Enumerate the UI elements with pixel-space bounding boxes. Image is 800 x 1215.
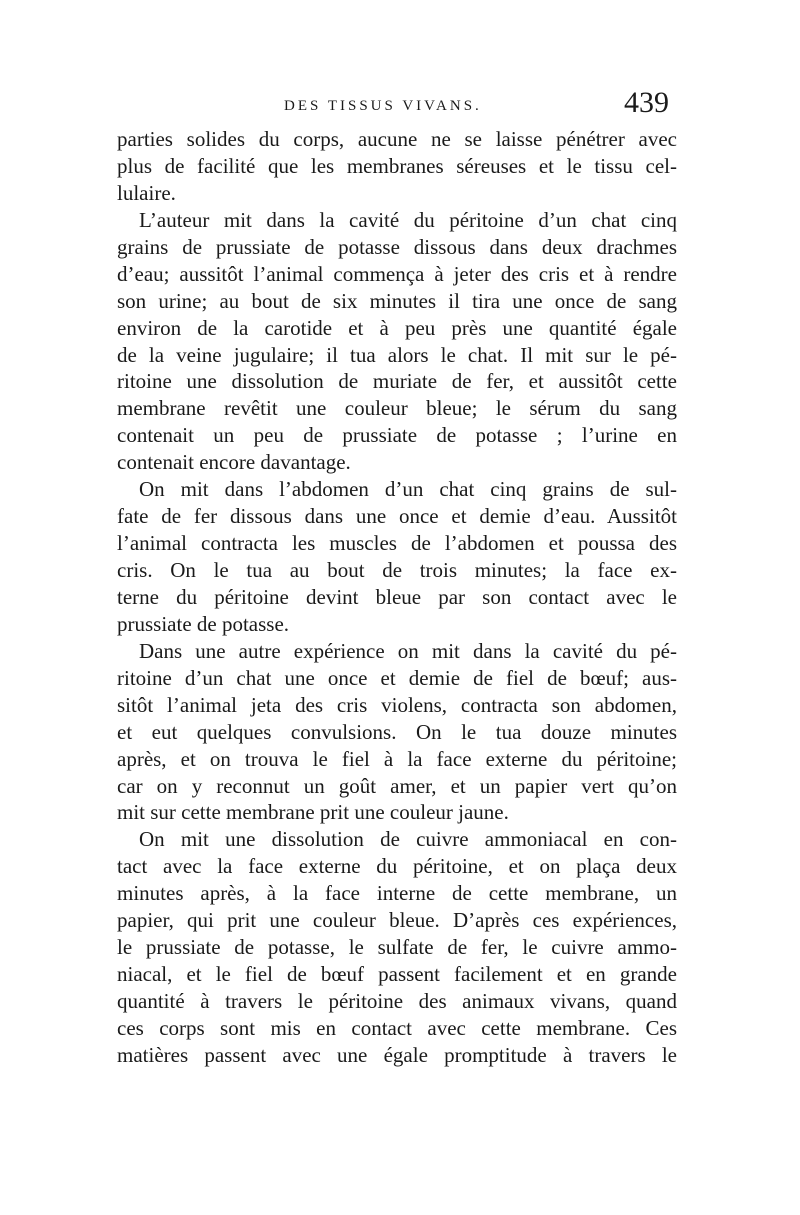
text-line: tact avec la face externe du péritoine, et on plaça deux — [117, 854, 677, 879]
text-line: Dans une autre expérience on mit dans la cavité du pé- — [139, 638, 677, 663]
text-line: cris. On le tua au bout de trois minutes; la face ex- — [117, 558, 677, 582]
text-line: minutes après, à la face interne de cette membrane, un — [117, 881, 677, 906]
text-line: fate de fer dissous dans une once et demie d’eau. Aussitôt — [117, 504, 677, 529]
text-line: grains de prussiate de potasse dissous dans deux drachmes — [117, 234, 677, 259]
text-line: quantité à travers le péritoine des animaux vivans, quand — [117, 989, 677, 1013]
text-line: matières passent avec une égale promptitude à travers le — [117, 1042, 677, 1067]
text-line: de la veine jugulaire; il tua alors le chat. Il mit sur le pé- — [117, 342, 677, 367]
text-line: après, et on trouva le fiel à la face externe du péritoine; — [117, 746, 677, 771]
text-line: terne du péritoine devint bleue par son contact avec le — [117, 584, 677, 609]
page-number: 439 — [624, 86, 669, 119]
text-line: l’animal contracta les muscles de l’abdomen et poussa des — [117, 531, 677, 556]
text-line: niacal, et le fiel de bœuf passent facilement et en grande — [117, 962, 677, 987]
text-line: On mit dans l’abdomen d’un chat cinq grains de sul- — [139, 477, 677, 502]
body-text — [117, 126, 677, 1069]
text-line: environ de la carotide et à peu près une quantité égale — [117, 315, 677, 340]
text-line: papier, qui prit une couleur bleue. D’après ces expériences, — [117, 908, 677, 933]
text-line: ces corps sont mis en contact avec cette membrane. Ces — [117, 1015, 677, 1040]
text-line: lulaire. — [117, 180, 176, 205]
text-line: d’eau; aussitôt l’animal commença à jeter des cris et à rendre — [117, 261, 677, 286]
text-line: L’auteur mit dans la cavité du péritoine d’un chat cinq — [139, 207, 677, 232]
text-line: son urine; au bout de six minutes il tira une once de sang — [117, 288, 677, 313]
text-line: car on y reconnut un goût amer, et un papier vert qu’on — [117, 773, 677, 798]
text-line: contenait un peu de prussiate de potasse ; l’urine en — [117, 423, 677, 448]
text-line: sitôt l’animal jeta des cris violens, contracta son abdomen, — [117, 692, 677, 717]
text-line: On mit une dissolution de cuivre ammoniacal en con- — [139, 827, 677, 852]
text-line: parties solides du corps, aucune ne se laisse pénétrer avec — [117, 127, 677, 151]
text-line: ritoine d’un chat une once et demie de fiel de bœuf; aus- — [117, 665, 677, 690]
text-line: et eut quelques convulsions. On le tua douze minutes — [117, 719, 677, 744]
running-title: DES TISSUS VIVANS. — [284, 98, 482, 114]
text-line: le prussiate de potasse, le sulfate de fer, le cuivre ammo- — [117, 935, 677, 960]
text-line: membrane revêtit une couleur bleue; le sérum du sang — [117, 396, 677, 421]
text-line: mit sur cette membrane prit une couleur jaune. — [117, 800, 509, 825]
text-line: contenait encore davantage. — [117, 450, 351, 475]
text-line: plus de facilité que les membranes séreuses et le tissu cel- — [117, 153, 677, 178]
text-line: ritoine une dissolution de muriate de fer, et aussitôt cette — [117, 369, 677, 394]
text-line: prussiate de potasse. — [117, 611, 290, 636]
